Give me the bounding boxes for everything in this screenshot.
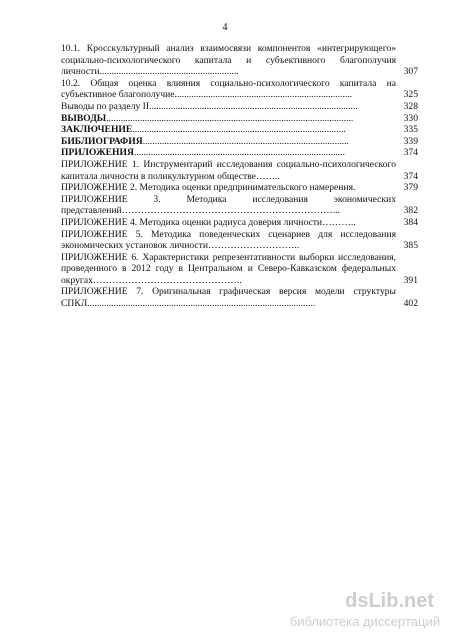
toc-entry-title: ПРИЛОЖЕНИЕ 5. Методика поведенческих сценариев для исследования экономических установок личности xyxy=(61,228,396,252)
toc-entry-appendix-2[interactable] xyxy=(61,182,418,194)
toc-entry-appendix-3[interactable] xyxy=(61,194,418,217)
toc-entry-title: ЗАКЛЮЧЕНИЕ xyxy=(61,124,133,136)
toc-page-number: 325 xyxy=(403,89,418,101)
toc-page-number: 339 xyxy=(403,135,418,147)
toc-page-number: 391 xyxy=(403,274,418,286)
toc-entry-summary[interactable] xyxy=(61,124,418,136)
toc-entry-title: ВЫВОДЫ xyxy=(61,112,107,124)
watermark-logo: dsLib.net xyxy=(345,590,434,612)
watermark-tagline: библиотека диссертаций xyxy=(289,614,440,629)
toc-entry-title: ПРИЛОЖЕНИЯ xyxy=(61,147,134,159)
toc-page-number: 328 xyxy=(403,100,418,112)
toc-leader: ....................................................................................... xyxy=(149,100,358,112)
toc-leader: …………………………………………………………... xyxy=(121,205,340,217)
toc-entry-10-2[interactable] xyxy=(61,78,418,101)
toc-entry-title: 10.1. Кросскультурный анализ взаимосвязи компонентов «интегрирующего» социально-психологического капитала и субъективного благополучия личности xyxy=(61,43,396,78)
toc-page-number: 307 xyxy=(403,66,418,78)
toc-entry-appendix-6[interactable] xyxy=(61,252,418,287)
toc-page-number: 382 xyxy=(403,205,418,217)
toc-entry-appendix-7[interactable] xyxy=(61,286,418,309)
toc-leader: ...................................................................................... xyxy=(142,135,349,147)
toc-leader: ....................................................................................................... xyxy=(106,112,354,124)
toc-page-number: 374 xyxy=(403,147,418,159)
toc-entry-appendix-5[interactable] xyxy=(61,229,418,252)
page-number: 4 xyxy=(222,22,228,33)
toc-entry-title: ПРИЛОЖЕНИЕ 2. Методика оценки предпринимательского намерения. xyxy=(61,182,356,194)
toc-entry-section-2-conclusions[interactable] xyxy=(61,101,418,113)
toc-entry-bibliography[interactable] xyxy=(61,136,418,148)
toc-entry-title: ПРИЛОЖЕНИЕ 4. Методика оценки радиуса доверия личности xyxy=(61,216,323,228)
toc-entry-title: ПРИЛОЖЕНИЕ 7. Оригинальная графическая версия модели структуры СПКЛ xyxy=(61,286,396,310)
toc-page-number: 374 xyxy=(403,170,418,182)
toc-entry-appendix-4[interactable] xyxy=(61,217,418,229)
toc-leader: ......................................................................................... xyxy=(132,124,346,136)
toc-page-number: 385 xyxy=(403,240,418,252)
toc-entry-appendix-1[interactable] xyxy=(61,159,418,182)
toc-entry-title: БИБЛИОГРАФИЯ xyxy=(61,135,143,147)
toc-page-number: 384 xyxy=(403,216,418,228)
toc-page-number: 379 xyxy=(403,182,418,194)
toc-entry-conclusions[interactable] xyxy=(61,113,418,125)
toc-entry-title: ПРИЛОЖЕНИЕ 6. Характеристики репрезентативности выборки исследования, проведенного в 2012 году в Центральном и Северо-Кавказском федеральных округах xyxy=(61,251,396,286)
toc-page-number: 330 xyxy=(403,112,418,124)
toc-leader: ……………………….. xyxy=(208,240,300,252)
toc-page-number: 335 xyxy=(403,124,418,136)
toc-entry-appendices[interactable] xyxy=(61,147,418,159)
toc-entry-10-1[interactable] xyxy=(61,43,418,78)
toc-entry-title: Выводы по разделу II xyxy=(61,100,150,112)
toc-leader: ……….. xyxy=(322,216,356,228)
toc-leader: ............................................................................................... xyxy=(87,298,316,310)
table-of-contents xyxy=(61,43,418,310)
toc-page-number: 402 xyxy=(403,298,418,310)
toc-leader: …….. xyxy=(255,170,280,182)
toc-leader: .......................................................................... xyxy=(174,89,353,101)
toc-leader: ……………………………………….. xyxy=(92,274,242,286)
toc-entry-title: ПРИЛОЖЕНИЕ 1. Инструментарий исследования социально-психологического капитала личности в поликультурном обществе xyxy=(61,158,396,182)
toc-leader: ........................................................................................ xyxy=(133,147,345,159)
toc-entry-title: ПРИЛОЖЕНИЕ 3. Методика исследования экономических представлений xyxy=(61,193,396,217)
toc-leader: .......................................................... xyxy=(99,66,239,78)
toc-entry-title: 10.2. Общая оценка влияния социально-психологического капитала на субъективное благополучие xyxy=(61,77,396,101)
